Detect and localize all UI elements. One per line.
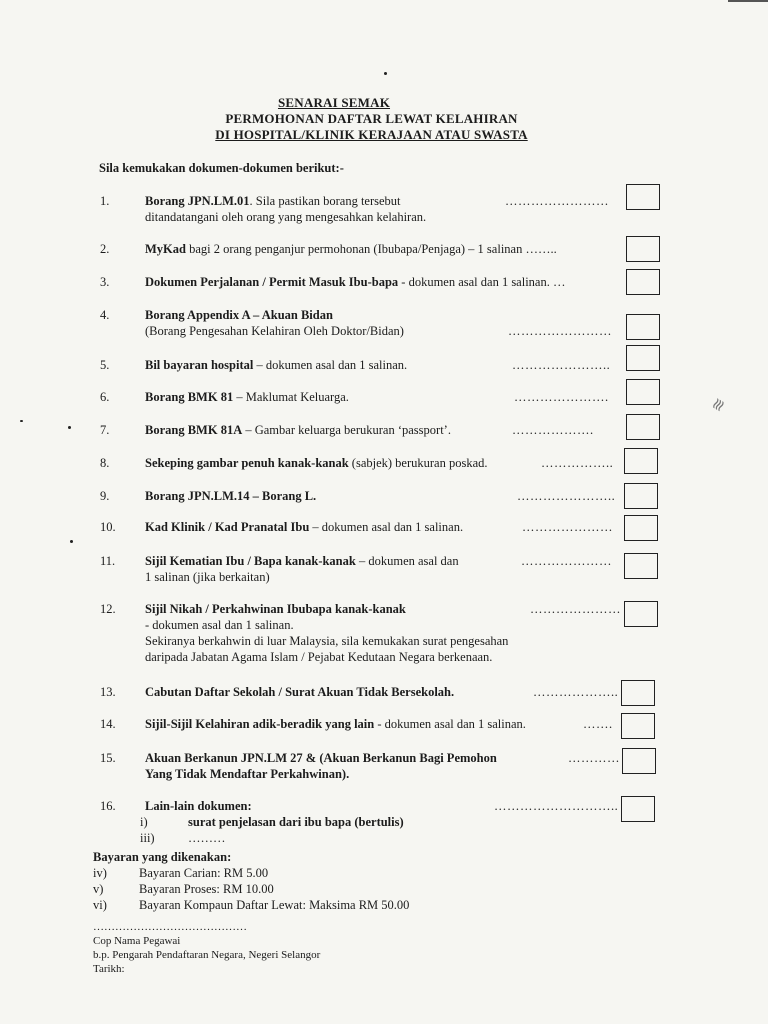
intro-text: Sila kemukakan dokumen-dokumen berikut:- <box>99 161 344 175</box>
sub-item-label: iii) <box>140 831 155 845</box>
payment-heading: Bayaran yang dikenakan: <box>93 850 232 864</box>
item-number: 7. <box>100 423 110 437</box>
scan-speck <box>384 72 387 75</box>
item-number: 15. <box>100 751 116 765</box>
checkbox[interactable] <box>626 345 660 371</box>
scan-speck <box>70 540 73 543</box>
item-title: Sijil Nikah / Perkahwinan Ibubapa kanak-kanak <box>145 602 406 616</box>
payment-value: Bayaran Carian: RM 5.00 <box>139 866 269 880</box>
checkbox[interactable] <box>626 314 660 340</box>
checkbox[interactable] <box>624 483 658 509</box>
date-label: Tarikh: <box>93 963 125 975</box>
item-number: 6. <box>100 390 110 404</box>
item-text <box>145 716 625 732</box>
sub-item-label: i) <box>140 815 148 829</box>
item-desc-line2: ditandatangani oleh orang yang mengesahkan kelahiran. <box>145 210 427 224</box>
item-title: Bil bayaran hospital <box>145 358 254 372</box>
payment-label: vi) <box>93 898 107 912</box>
item-desc: – dokumen asal dan 1 salinan. <box>309 520 464 534</box>
item-text <box>145 750 615 782</box>
item-title: Borang JPN.LM.01 <box>145 194 250 208</box>
item-number: 10. <box>100 520 116 534</box>
item-title: Borang BMK 81A <box>145 423 243 437</box>
scan-speck <box>20 420 23 422</box>
item-title: Borang Appendix A – Akuan Bidan <box>145 308 333 322</box>
item-number: 1. <box>100 194 110 208</box>
scan-edge-mark <box>728 0 768 2</box>
item-dots: ……………….. <box>533 685 619 699</box>
item-title: MyKad <box>145 242 186 256</box>
payment-row <box>93 897 409 913</box>
checkbox[interactable] <box>626 184 660 210</box>
item-dots: …………………. <box>514 390 609 404</box>
checkbox[interactable] <box>621 680 655 706</box>
signature-block <box>93 920 320 976</box>
item-desc: - dokumen asal dan 1 salinan. <box>374 717 526 731</box>
item-number: 14. <box>100 717 116 731</box>
item-dots: …………………… <box>505 194 609 208</box>
checkbox[interactable] <box>622 748 656 774</box>
payment-value: Bayaran Proses: RM 10.00 <box>139 882 274 896</box>
signature-line: …………………………………… <box>93 921 247 933</box>
item-desc-line3: Sekiranya berkahwin di luar Malaysia, sila kemukakan surat pengesahan <box>145 634 509 648</box>
item-number: 3. <box>100 275 110 289</box>
item-title: Lain-lain dokumen: <box>145 799 252 813</box>
title-line-3: DI HOSPITAL/KLINIK KERAJAAN ATAU SWASTA <box>215 127 528 142</box>
payment-row <box>93 881 274 897</box>
payment-label: v) <box>93 882 104 896</box>
item-desc-line2: 1 salinan (jika berkaitan) <box>145 570 270 584</box>
item-text <box>145 274 625 290</box>
item-number: 13. <box>100 685 116 699</box>
item-dots: ………………. <box>512 423 594 437</box>
checkbox[interactable] <box>624 515 658 541</box>
payment-label: iv) <box>93 866 107 880</box>
checkbox[interactable] <box>624 601 658 627</box>
payment-row <box>93 865 268 881</box>
sub-item-text: surat penjelasan dari ibu bapa (bertulis) <box>188 815 404 829</box>
item-desc-line4: daripada Jabatan Agama Islam / Pejabat Kedutaan Negara berkenaan. <box>145 650 493 664</box>
payment-value: Bayaran Kompaun Daftar Lewat: Maksima RM 50.00 <box>139 898 410 912</box>
item-number: 11. <box>100 554 116 568</box>
item-desc: – dokumen asal dan <box>355 554 459 568</box>
item-title: Dokumen Perjalanan / Permit Masuk Ibu-bapa <box>145 275 399 289</box>
item-title: Sijil Kematian Ibu / Bapa kanak-kanak <box>145 554 356 568</box>
item-title: Borang JPN.LM.14 – Borang L. <box>145 489 317 503</box>
item-title: Cabutan Daftar Sekolah / Surat Akuan Tidak Bersekolah. <box>145 685 455 699</box>
item-dots: ………………… <box>530 602 621 616</box>
checkbox[interactable] <box>621 713 655 739</box>
item-desc-line2: (Borang Pengesahan Kelahiran Oleh Doktor/Bidan) <box>145 324 404 338</box>
item-desc: bagi 2 orang penganjur permohonan (Ibubapa/Penjaga) – 1 salinan …….. <box>185 242 557 256</box>
item-title: Kad Klinik / Kad Pranatal Ibu <box>145 520 310 534</box>
item-desc: . Sila pastikan borang tersebut <box>249 194 401 208</box>
item-dots: ………………… <box>522 520 613 534</box>
item-desc: – Gambar keluarga berukuran ‘passport’. <box>242 423 451 437</box>
item-number: 2. <box>100 242 110 256</box>
item-dots: ……………………….. <box>494 799 619 813</box>
item-dots: …………….. <box>541 456 614 470</box>
item-title: Sijil-Sijil Kelahiran adik-beradik yang lain <box>145 717 375 731</box>
item-desc: (sabjek) berukuran poskad. <box>348 456 488 470</box>
margin-scribble: ≋ <box>708 395 730 416</box>
item-number: 16. <box>100 799 116 813</box>
document-title <box>0 95 768 143</box>
checkbox[interactable] <box>624 448 658 474</box>
checkbox[interactable] <box>626 379 660 405</box>
item-desc: – Maklumat Keluarga. <box>233 390 349 404</box>
officer-stamp-label: Cop Nama Pegawai <box>93 935 181 947</box>
item-title-line2: Yang Tidak Mendaftar Perkahwinan). <box>145 767 350 781</box>
item-number: 4. <box>100 308 110 322</box>
item-dots: ………………….. <box>512 358 611 372</box>
item-dots: ……. <box>583 717 613 731</box>
item-title: Borang BMK 81 <box>145 390 234 404</box>
item-title: Sekeping gambar penuh kanak-kanak <box>145 456 349 470</box>
title-line-2: PERMOHONAN DAFTAR LEWAT KELAHIRAN <box>225 111 518 126</box>
scan-speck <box>68 426 71 429</box>
sub-item-text: ……… <box>188 831 226 845</box>
item-number: 5. <box>100 358 110 372</box>
checkbox[interactable] <box>626 414 660 440</box>
item-dots: ………………….. <box>517 489 616 503</box>
item-desc: - dokumen asal dan 1 salinan. … <box>398 275 566 289</box>
item-text <box>145 241 625 257</box>
title-line-1: SENARAI SEMAK <box>277 95 391 110</box>
item-number: 12. <box>100 602 116 616</box>
item-number: 9. <box>100 489 110 503</box>
item-title: Akuan Berkanun JPN.LM 27 & (Akuan Berkanun Bagi Pemohon <box>145 751 497 765</box>
item-desc-line2: - dokumen asal dan 1 salinan. <box>145 618 294 632</box>
item-dots: ………………… <box>521 554 612 568</box>
checkbox[interactable] <box>626 236 660 262</box>
checkbox[interactable] <box>624 553 658 579</box>
checkbox[interactable] <box>621 796 655 822</box>
item-dots: ………… <box>568 751 620 765</box>
on-behalf-of: b.p. Pengarah Pendaftaran Negara, Negeri Selangor <box>93 949 321 961</box>
item-desc: – dokumen asal dan 1 salinan. <box>253 358 408 372</box>
checkbox[interactable] <box>626 269 660 295</box>
item-number: 8. <box>100 456 110 470</box>
item-dots: …………………… <box>508 324 612 338</box>
